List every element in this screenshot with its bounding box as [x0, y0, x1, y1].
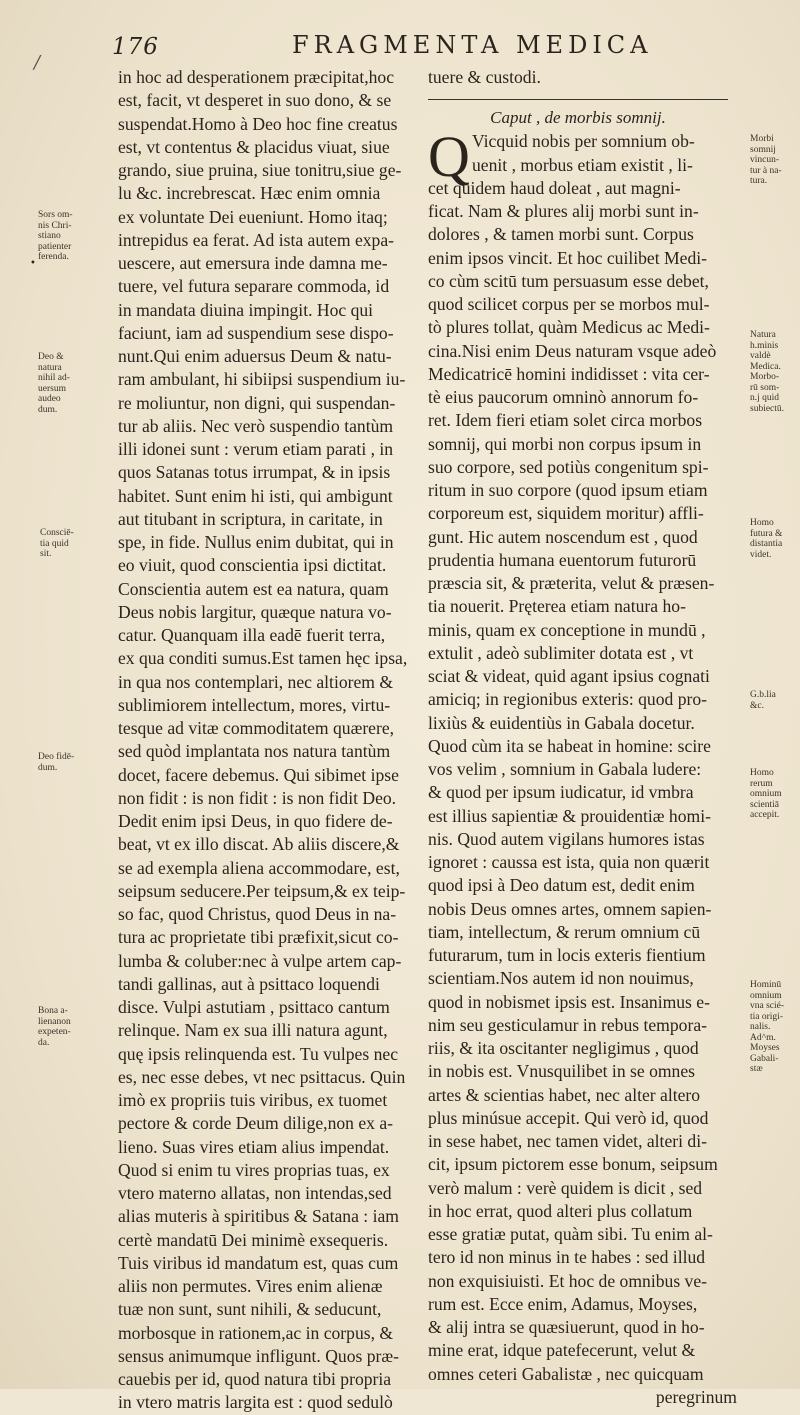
text-line: uescere, aut emersura inde damna me- — [118, 253, 388, 273]
text-line: quę ipsis relinquenda est. Tu vulpes nec — [118, 1043, 399, 1064]
text-line: sublimiorem intellectum, mores, virtu- — [118, 694, 391, 715]
text-line: mine erat, idque patefecerunt, velut & — [428, 1340, 696, 1361]
text-line: beat, vt ex illo discat. Ab aliis discere,& — [118, 834, 400, 855]
chapter-title: Caput , de morbis somnij. — [490, 108, 666, 128]
text-line: habitet. Sunt enim hi isti, qui ambigunt — [118, 485, 393, 506]
text-line: aut titubant in scriptura, in caritate, in — [118, 508, 383, 529]
text-line: quod ipsi à Deo datum est, dedit enim — [428, 875, 695, 896]
text-line: tesque ad vitæ commoditatem quærere, — [118, 718, 395, 738]
text-line: & alij intra se quæsiuerunt, quod in ho- — [428, 1317, 705, 1337]
text-line: alias muteris à spiritibus & Satana : iam — [118, 1206, 399, 1227]
text-line: ficat. Nam & plures alij morbi sunt in- — [428, 201, 699, 221]
text-line: aliis non permutes. Vires enim alienæ — [118, 1276, 383, 1296]
text-line: sensus animumque infligunt. Quos præ- — [118, 1345, 399, 1366]
text-line: corporeum est, siquidem moritur) affli- — [428, 503, 704, 524]
text-line: ritum in suo corpore (quod ipsum etiam — [428, 480, 708, 500]
text-line: ram ambulant, hi sibiipsi suspendium iu- — [118, 369, 406, 390]
right-top-line: tuere & custodi. — [428, 67, 541, 87]
text-line: enim ipsos vincit. Et hoc cuilibet Medi- — [428, 247, 708, 268]
text-line: grando, siue pruina, siue tonitru,siue ge- — [118, 160, 402, 180]
text-line: tura ac proprietate tibi præfixit,sicut co- — [118, 927, 399, 948]
text-line: non exquisiuisti. Et hoc de omnibus ve- — [428, 1270, 708, 1291]
text-line: non fidit : is non fidit : is non fidit Deo. — [118, 787, 397, 808]
text-line: Deus nobis largitur, quæque natura vo- — [118, 601, 392, 622]
text-line: imò ex propriis tuis viribus, ex tuomet — [118, 1090, 388, 1110]
catchword: peregrinum — [655, 1386, 737, 1407]
text-line: vtero materno allatas, non intendas,sed — [118, 1183, 392, 1203]
margin-note-sors: Sors om- nis Chri- stiano patienter ferenda. — [38, 210, 73, 262]
text-line: ex qua conditi sumus.Est tamen hęc ipsa, — [118, 648, 408, 669]
margin-mark: / — [34, 52, 41, 73]
text-line: minis, quam ex conceptione in mundū , — [428, 619, 706, 640]
text-line: cit, ipsum pictorem esse bonum, seipsum — [428, 1154, 718, 1175]
text-line: futurarum, tum in locis exteris fientium — [428, 945, 706, 965]
text-line: cet quidem haud doleat , aut magni- — [428, 177, 681, 198]
drop-cap: Q — [428, 124, 470, 190]
text-line: Tuis viribus id mandatum est, quas cum — [118, 1252, 399, 1273]
text-line: so fac, quod Christus, quod Deus in na- — [118, 904, 397, 924]
text-line: tè eius paucorum omninò annorum fo- — [428, 387, 699, 407]
text-line: quod in nobismet ipsis est. Insanimus e- — [428, 991, 710, 1012]
text-line: nunt.Qui enim aduersus Deum & natu- — [118, 346, 392, 366]
text-line: intrepidus ea ferat. Ad ista autem expa- — [118, 229, 395, 250]
text-line: vos velim , somnium in Gabala ludere: — [428, 759, 702, 779]
text-line: pectore & corde Deum dilige,non ex a- — [118, 1113, 394, 1134]
margin-note-morbi-somnij: Morbi somnij vincun- tur à na- tura. — [750, 134, 782, 186]
text-line: certè mandatū Dei minimè exsequeris. — [118, 1229, 389, 1250]
text-line: omnes ceteri Gabalistæ , nec quicquam — [428, 1363, 704, 1384]
text-line: disce. Vulpi astutiam , psittaco cantum — [118, 997, 390, 1017]
text-line: nis. Quod autem vigilans humores istas — [428, 828, 705, 849]
text-line: tandi gallinas, aut à psittaco loquendi — [118, 973, 380, 994]
text-line: prudentia humana euentorum futurorū — [428, 549, 697, 570]
text-line: & quod per ipsum iudicatur, id vmbra — [428, 782, 694, 803]
text-line: in vtero matris largita est : quod sedulò — [118, 1392, 393, 1413]
text-line: quos Satanas totus irrumpat, & in ipsis — [118, 462, 391, 483]
text-line: lieno. Suas vires etiam alius impendat. — [118, 1136, 390, 1157]
text-line: ex voluntate Dei eueniunt. Homo itaq; — [118, 206, 388, 227]
text-line: nim seu gesticulamur in rebus tempora- — [428, 1014, 707, 1035]
chapter-rule — [428, 99, 728, 100]
text-line: Conscientia autem est ea natura, quam — [118, 578, 389, 599]
text-line: extulit , adeò sublimiter dotata est , vt — [428, 642, 694, 663]
text-line: co cùm scitū tum persuasum esse debet, — [428, 270, 709, 291]
text-line: præscia sit, & præterita, velut & præsen- — [428, 573, 715, 593]
page-number: 176 — [112, 34, 159, 60]
text-line: suspendat.Homo à Deo hoc fine creatus — [118, 113, 398, 134]
text-line: Dedit enim ipsi Deus, in quo fidere de- — [118, 811, 393, 831]
margin-note-deo-natura: Deo & natura nihil ad- uersum audeo dum. — [38, 352, 70, 415]
text-line: tuere, vel futura separare commoda, id — [118, 276, 390, 297]
text-line: verò malum : verè quidem is dicit , sed — [428, 1177, 703, 1198]
margin-note-hominum: Hominū omnium vna scié- tia origi- nalis. Ad^m. Moyses Gabali- stæ — [750, 980, 785, 1074]
text-line: tur ab aliis. Nec verò suspendio tantùm — [118, 415, 394, 436]
margin-note-conscientia: Consciē- tia quid sit. — [40, 528, 74, 559]
text-line: morbosque in rationem,ac in corpus, & — [118, 1322, 394, 1343]
text-line: Quod si enim tu vires proprias tuas, ex — [118, 1159, 390, 1180]
text-line: Vicquid nobis per somnium ob- — [472, 131, 695, 152]
text-line: spe, in fide. Nullus enim dubitat, qui in — [118, 532, 394, 552]
text-line: lumba & coluber:nec à vulpe artem cap- — [118, 950, 402, 971]
text-line: in nobis est. Vnusquilibet in se omnes — [428, 1061, 695, 1082]
asterisk-mark: • — [30, 258, 36, 269]
text-line: amiciq; in regionibus exteris: quod pro- — [428, 689, 708, 710]
text-line: in hoc errat, quod alteri plus collatum — [428, 1200, 693, 1221]
text-line: suo corpore, sed potiùs congenitum spi- — [428, 456, 709, 477]
text-line: est, facit, vt desperet in suo dono, & se — [118, 90, 392, 111]
text-line: in mandata diuina impingit. Hoc qui — [118, 299, 374, 320]
text-line: seipsum seducere.Per teipsum,& ex teip- — [118, 880, 406, 901]
text-line: tero id non minus in te habes : sed illud — [428, 1247, 706, 1268]
text-line: catur. Quanquam illa eadē fuerit terra, — [118, 625, 386, 645]
text-line: illi idonei sunt : verum etiam parati , in — [118, 439, 394, 459]
text-line: est illius sapientiæ & prouidentiæ homi- — [428, 805, 711, 826]
margin-note-deo-fidendum: Deo fidē- dum. — [38, 752, 75, 773]
margin-note-homo-futura: Homo futura & distantia videt. — [750, 518, 783, 560]
text-line: tia nouerit. Pręterea etiam natura ho- — [428, 596, 686, 617]
text-line: tò plures tollat, quàm Medicus ac Medi- — [428, 317, 710, 338]
text-line: artes & scientias habet, nec alter altero — [428, 1084, 701, 1105]
text-line: tuæ non sunt, sunt nihili, & seducunt, — [118, 1299, 382, 1320]
margin-note-homo-rerum: Homo rerum omnium scientiā accepit. — [750, 768, 782, 820]
text-line: in sese habet, nec tamen videt, alteri di- — [428, 1131, 707, 1151]
text-line: nobis Deus omnes artes, omnem sapien- — [428, 898, 712, 919]
text-line: re moliuntur, non digni, qui suspendan- — [118, 392, 396, 413]
margin-note-natura-medica: Natura h.minis valdè Medica. Morbo- rū som- n.j quid subiectū. — [750, 330, 785, 414]
text-line: in hoc ad desperationem præcipitat,hoc — [118, 67, 395, 87]
text-line: plus minúsue accepit. Qui verò id, quod — [428, 1107, 709, 1128]
left-column — [118, 66, 424, 1415]
text-line: ignoret : caussa est ista, quia non quærit — [428, 852, 710, 872]
text-line: lixiùs & euidentiùs in Gabala docetur. — [428, 712, 695, 733]
text-line: riis, & ita oscitanter negligimus , quod — [428, 1038, 699, 1058]
text-line: tiam, intellectum, & rerum omnium cū — [428, 921, 701, 942]
text-line: faciunt, iam ad suspendium sese dispo- — [118, 322, 394, 343]
text-line: uenit , morbus etiam existit , li- — [472, 154, 693, 175]
margin-note-bona: Bona a- lienanon expeten- da. — [38, 1006, 71, 1048]
text-line: es, nec esse debes, vt nec psittacus. Quin — [118, 1066, 406, 1087]
right-body — [428, 177, 745, 1386]
text-line: lu &c. increbrescat. Hæc enim omnia — [118, 183, 381, 204]
text-line: cauebis per id, quod natura tibi propria — [118, 1369, 392, 1389]
right-column — [428, 66, 745, 1409]
text-line: quod scilicet corpus per se morbos mul- — [428, 294, 710, 314]
text-line: sciat & videat, quid agant ipsius cognati — [428, 666, 710, 686]
text-line: cina.Nisi enim Deus naturam vsque adeò — [428, 340, 717, 361]
text-line: relinque. Nam ex sua illi natura agunt, — [118, 1020, 388, 1041]
text-line: somnij, qui morbi non corpus ipsum in — [428, 433, 702, 454]
margin-note-gabala: G.b.lia &c. — [750, 690, 776, 711]
text-line: sed quòd implantata nos natura tantùm — [118, 741, 391, 762]
text-line: in qua nos contemplari, nec altiorem & — [118, 671, 394, 692]
text-line: esse gratiæ putat, quàm sibi. Tu enim al- — [428, 1224, 713, 1244]
text-line: Quod cùm ita se habeat in homine: scire — [428, 735, 711, 756]
text-line: rum est. Ecce enim, Adamus, Moyses, — [428, 1293, 698, 1314]
running-head: FRAGMENTA MEDICA — [292, 31, 653, 59]
text-line: Medicatricē homini indidisset : vita cer- — [428, 363, 710, 384]
text-line: se ad exempla aliena accommodare, est, — [118, 857, 400, 878]
text-line: est, vt contentus & placidus viuat, siue — [118, 136, 390, 157]
text-line: ret. Idem fieri etiam solet circa morbos — [428, 410, 703, 431]
text-line: docet, facere debemus. Qui sibimet ipse — [118, 764, 399, 785]
text-line: scientiam.Nos autem id non nouimus, — [428, 968, 694, 989]
text-line: gunt. Hic autem noscendum est , quod — [428, 526, 698, 547]
text-line: dolores , & tamen morbi sunt. Corpus — [428, 224, 694, 245]
text-line: eo viuit, quod conscientia ipsi dictitat. — [118, 555, 387, 576]
